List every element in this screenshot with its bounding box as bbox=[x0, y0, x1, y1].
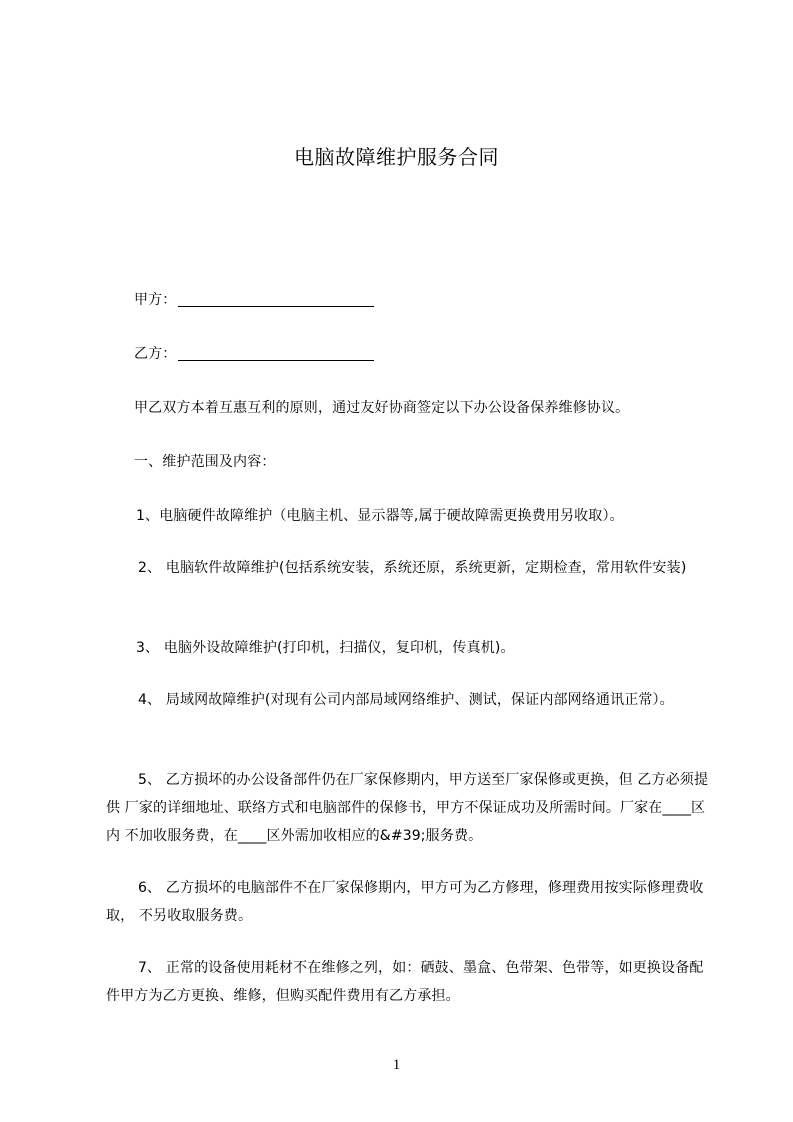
list-item-3: 3、 电脑外设故障维护(打印机，扫描仪，复印机，传真机)。 bbox=[136, 640, 515, 656]
party-b-label: 乙方： bbox=[134, 346, 177, 362]
party-a-label: 甲方： bbox=[134, 292, 177, 308]
list-item-2: 2、 电脑软件故障维护(包括系统安装，系统还原，系统更新，定期检查，常用软件安装) bbox=[138, 560, 687, 576]
list-item-4: 4、 局域网故障维护(对现有公司内部局域网络维护、测试，保证内部网络通讯正常）。 bbox=[138, 692, 674, 708]
page-number: 1 bbox=[392, 1057, 401, 1073]
list-item-1: 1、电脑硬件故障维护（电脑主机、显示器等,属于硬故障需更换费用另收取）。 bbox=[136, 508, 624, 524]
list-item-5: 5、 乙方损坏的办公设备部件仍在厂家保修期内，甲方送至厂家保修或更换，但 乙方必须提供 厂家的详细地址、联络方式和电脑部件的保修书，甲方不保证成功及所需时间。厂家在____区内 不加收服务费，在____区外需加收相应的&#39;服务费。 bbox=[106, 772, 709, 844]
intro-paragraph: 甲乙双方本着互惠互利的原则，通过友好协商签定以下办公设备保养维修协议。 bbox=[134, 400, 630, 416]
list-item-6: 6、 乙方损坏的电脑部件不在厂家保修期内，甲方可为乙方修理，修理费用按实际修理费收取， 不另收取服务费。 bbox=[106, 880, 704, 924]
party-b-blank bbox=[178, 344, 374, 361]
page-title: 电脑故障维护服务合同 bbox=[294, 145, 499, 169]
section-heading: 一、维护范围及内容： bbox=[134, 454, 276, 470]
party-b-line bbox=[106, 340, 714, 368]
list-item-7: 7、 正常的设备使用耗材不在维修之列，如：硒鼓、墨盒、色带架、色带等，如更换设备配件甲方为乙方更换、维修，但购买配件费用有乙方承担。 bbox=[106, 960, 704, 1004]
party-a-line bbox=[106, 286, 714, 314]
party-a-blank bbox=[178, 290, 374, 307]
